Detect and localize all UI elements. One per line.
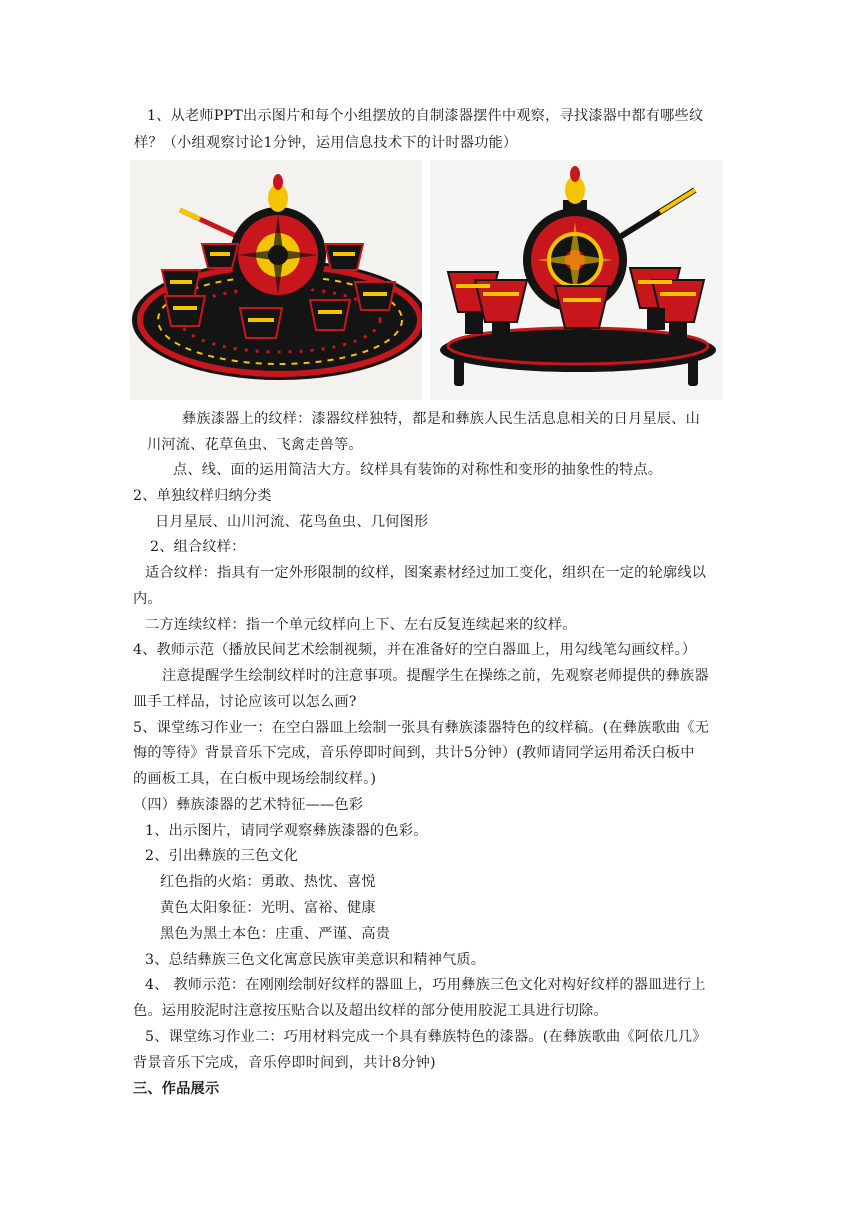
pattern-intro-line2: 川河流、花草鱼虫、飞禽走兽等。	[147, 437, 363, 453]
color-step5-line1: 5、课堂练习作业二：巧用材料完成一个具有彝族特色的漆器。(在彝族歌曲《阿依几几》	[145, 1029, 707, 1045]
step2-categories: 日月星辰、山川河流、花鸟鱼虫、几何图形	[155, 514, 429, 530]
step2-heading: 2、单独纹样归纳分类	[133, 488, 272, 504]
step5-line3: 的画板工具，在白板中现场绘制纹样。)	[133, 771, 377, 787]
step5-line2: 悔的等待》背景音乐下完成，音乐停即时间到，共计5分钟）(教师请同学运用希沃白板中	[133, 745, 695, 761]
combo-heading: 2、组合纹样：	[150, 539, 246, 555]
color-step4-line1: 4、 教师示范：在刚刚绘制好纹样的器皿上，巧用彝族三色文化对构好纹样的器皿进行上	[145, 977, 706, 993]
step4-line2: 注意提醒学生绘制纹样时的注意事项。提醒学生在操练之前，先观察老师提供的彝族器	[162, 668, 709, 684]
lacquer-tray-photo	[130, 160, 422, 400]
color-step5-line2: 背景音乐下完成，音乐停即时间到，共计8分钟)	[133, 1055, 436, 1071]
pattern-intro-line1: 彝族漆器上的纹样：漆器纹样独特，都是和彝族人民生活息息相关的日月星辰、山	[182, 411, 700, 427]
section3-heading: 三、作品展示	[133, 1081, 220, 1097]
step1-line1: 1、从老师PPT出示图片和每个小组摆放的自制漆器摆件中观察，寻找漆器中都有哪些纹	[147, 108, 704, 124]
continuous-pattern: 二方连续纹样：指一个单元纹样向上下、左右反复连续起来的纹样。	[145, 617, 577, 633]
fit-pattern-line2: 内。	[133, 591, 162, 607]
color-step3: 3、总结彝族三色文化寓意民族审美意识和精神气质。	[145, 952, 486, 968]
yellow-meaning: 黄色太阳象征：光明、富裕、健康	[160, 900, 376, 916]
color-step4-line2: 色。运用胶泥时注意按压贴合以及超出纹样的部分使用胶泥工具进行切除。	[133, 1003, 608, 1019]
step4-line3: 皿手工样品，讨论应该可以怎么画?	[133, 694, 357, 710]
section4-heading: （四）彝族漆器的艺术特征——色彩	[133, 797, 364, 813]
color-step1: 1、出示图片，请同学观察彝族漆器的色彩。	[145, 823, 428, 839]
fit-pattern-line1: 适合纹样：指具有一定外形限制的纹样，图案素材经过加工变化，组织在一定的轮廓线以	[145, 565, 707, 581]
lacquer-pot-photo	[430, 160, 723, 400]
step1-line2: 样？（小组观察讨论1分钟，运用信息技术下的计时器功能）	[134, 135, 518, 151]
red-meaning: 红色指的火焰：勇敢、热忱、喜悦	[160, 874, 376, 890]
step5-line1: 5、课堂练习作业一：在空白器皿上绘制一张具有彝族漆器特色的纹样稿。(在彝族歌曲《无	[133, 720, 710, 736]
color-step2: 2、引出彝族的三色文化	[145, 848, 299, 864]
pattern-intro-line3: 点、线、面的运用简洁大方。纹样具有装饰的对称性和变形的抽象性的特点。	[173, 462, 663, 478]
step4-line1: 4、教师示范（播放民间艺术绘制视频，并在准备好的空白器皿上，用勾线笔勾画纹样。）	[133, 642, 697, 658]
black-meaning: 黑色为黑土本色：庄重、严谨、高贵	[160, 926, 391, 942]
